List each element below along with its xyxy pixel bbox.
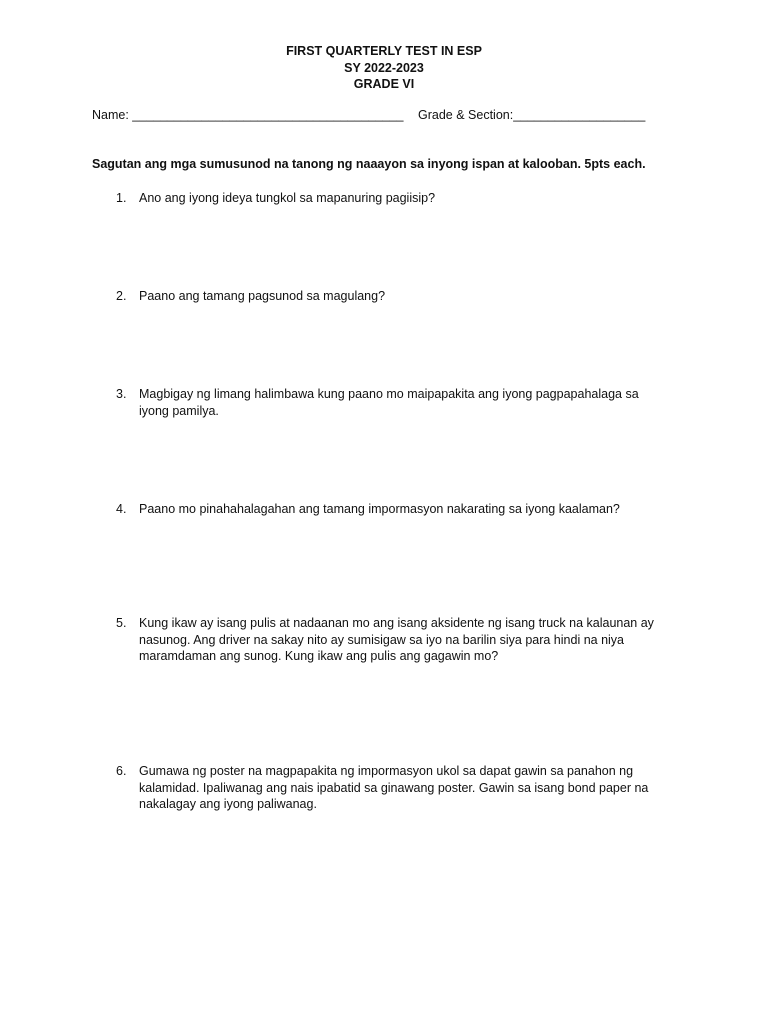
question-number: 1.: [116, 191, 127, 205]
name-field: Name: _______________________________________: [92, 108, 404, 122]
question-text: Gumawa ng poster na magpapakita ng impormasyon ukol sa dapat gawin sa panahon ng kalamidad. Ipaliwanag ang nais ipabatid sa ginawang poster. Gawin sa isang bond paper na nakalagay ang iyong paliwanag.: [139, 764, 649, 811]
student-info-fields: [92, 108, 692, 126]
question-number: 2.: [116, 289, 127, 303]
test-title: FIRST QUARTERLY TEST IN ESP: [286, 44, 482, 58]
school-year: SY 2022-2023: [344, 60, 424, 75]
question-number: 4.: [116, 502, 127, 516]
grade-level: GRADE VI: [353, 77, 415, 91]
question-number: 5.: [116, 616, 127, 630]
instructions: Sagutan ang mga sumusunod na tanong ng naaayon sa inyong ispan at kalooban. 5pts each.: [92, 157, 646, 171]
grade-section-field: Grade & Section:___________________: [418, 108, 646, 122]
question-number: 3.: [116, 387, 127, 401]
question-number: 6.: [116, 764, 127, 778]
question-text: Paano mo pinahahalagahan ang tamang impormasyon nakarating sa iyong kaalaman?: [139, 502, 620, 516]
question-text: Magbigay ng limang halimbawa kung paano mo maipapakita ang iyong pagpapahalaga sa iyong pamilya.: [139, 387, 639, 418]
question-text: Ano ang iyong ideya tungkol sa mapanuring pagiisip?: [139, 191, 436, 205]
test-header: [0, 43, 768, 93]
question-text: Paano ang tamang pagsunod sa magulang?: [139, 289, 386, 303]
question-text: Kung ikaw ay isang pulis at nadaanan mo ang isang aksidente ng isang truck na kalaunan ay nasunog. Ang driver na sakay nito ay sumisigaw sa iyo na barilin siya para hindi na niya maramdaman ang sunog. Kung ikaw ang pulis ang gagawin mo?: [139, 616, 654, 663]
